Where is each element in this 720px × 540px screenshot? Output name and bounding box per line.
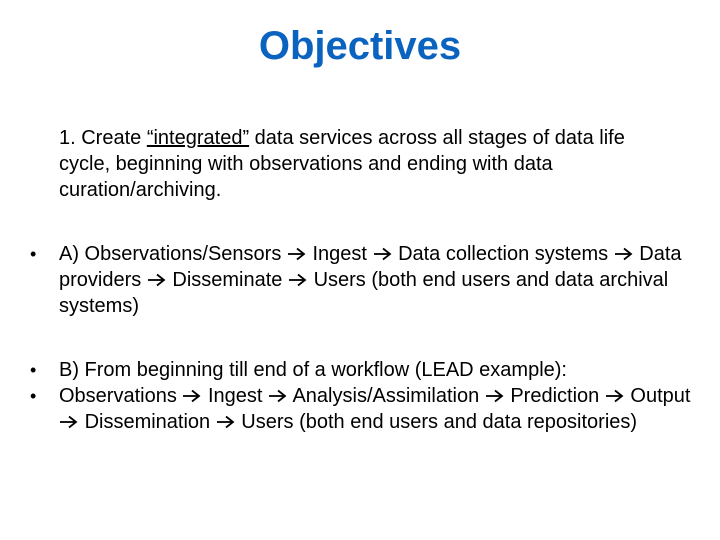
intro-suffix: data services across all stages of data life cycle, beginning with observations and ending with data curation/archiving. bbox=[59, 127, 625, 201]
bullet-segment: Analysis/Assimilation bbox=[292, 385, 480, 407]
arrow-right-icon bbox=[287, 247, 307, 261]
bullet-segment: Users (both end users and data archival systems) bbox=[59, 269, 669, 317]
arrow-right-icon bbox=[216, 415, 236, 429]
bullet-segment: Disseminate bbox=[172, 269, 283, 291]
arrow-right-icon bbox=[605, 389, 625, 403]
arrow-right-icon bbox=[485, 389, 505, 403]
bullet-segment: B) From beginning till end of a workflow (LEAD example): bbox=[59, 359, 567, 381]
bullet-item bbox=[30, 357, 695, 383]
bullet-list-a bbox=[30, 241, 695, 319]
bullet-item bbox=[30, 241, 695, 319]
arrow-right-icon bbox=[182, 389, 202, 403]
intro-paragraph bbox=[59, 125, 679, 203]
bullet-segment: Users (both end users and data repositories) bbox=[241, 411, 638, 433]
bullet-dot: • bbox=[30, 386, 37, 406]
intro-prefix: 1. Create bbox=[59, 127, 147, 149]
bullet-segment: Ingest bbox=[207, 385, 263, 407]
bullet-dot: • bbox=[30, 360, 37, 380]
bullet-segment: Ingest bbox=[312, 243, 367, 265]
bullet-segment: Output bbox=[630, 385, 691, 407]
bullet-item bbox=[30, 383, 695, 435]
bullet-segment: Observations bbox=[59, 385, 177, 407]
arrow-right-icon bbox=[288, 273, 308, 287]
arrow-right-icon bbox=[59, 415, 79, 429]
arrow-right-icon bbox=[614, 247, 634, 261]
bullet-segment: Dissemination bbox=[84, 411, 211, 433]
arrow-right-icon bbox=[147, 273, 167, 287]
bullet-list-b bbox=[30, 357, 695, 435]
arrow-right-icon bbox=[268, 389, 288, 403]
arrow-right-icon bbox=[373, 247, 393, 261]
slide-title: Objectives bbox=[258, 24, 462, 68]
bullet-segment: A) Observations/Sensors bbox=[59, 243, 282, 265]
bullet-segment: Prediction bbox=[510, 385, 600, 407]
bullet-dot: • bbox=[30, 244, 37, 264]
intro-underlined-term: “integrated” bbox=[146, 127, 250, 149]
bullet-segment: Data collection systems bbox=[398, 243, 609, 265]
bullet-segment: Data providers bbox=[59, 243, 682, 291]
